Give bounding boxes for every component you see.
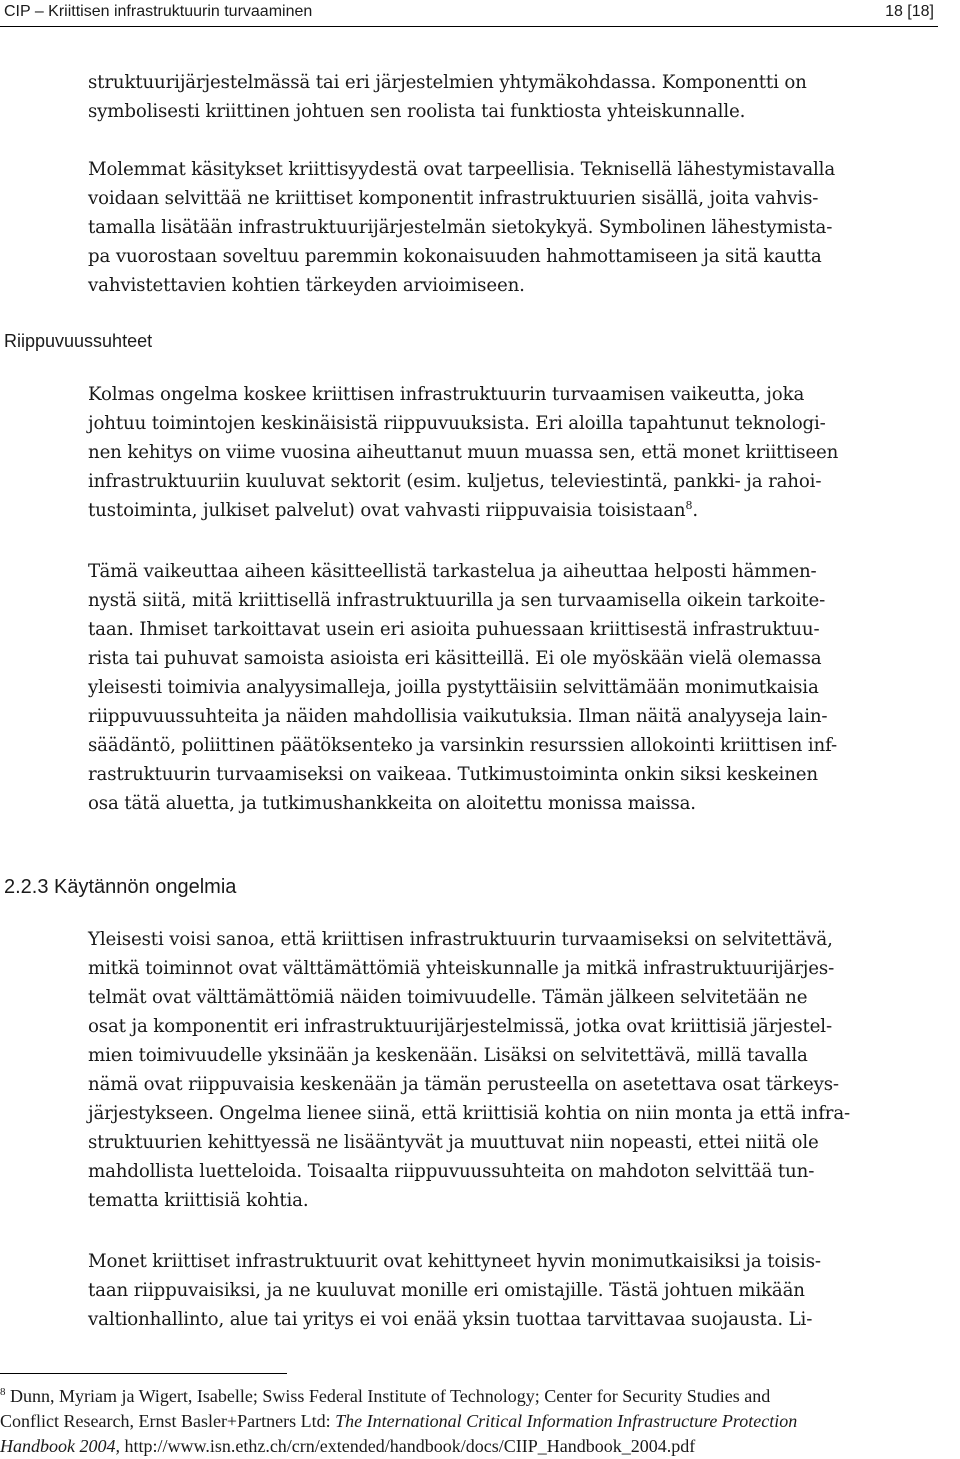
page-header xyxy=(0,0,938,27)
footnote-divider xyxy=(0,1373,287,1374)
footnote-url: http://www.isn.ethz.ch/crn/extended/handbook/docs/CIIP_Handbook_2004.pdf xyxy=(120,1436,696,1456)
text-line: Molemmat käsitykset kriittisyydestä ovat tarpeellisia. Teknisellä lähestymistavalla xyxy=(88,159,836,180)
footnote-line xyxy=(0,1434,695,1459)
text-span: tustoiminta, julkiset palvelut) ovat vahvasti riippuvaisia toisistaan xyxy=(88,500,686,521)
text-span: Dunn, Myriam ja Wigert, Isabelle; Swiss Federal Institute of Technology; Center for Security Studies and xyxy=(5,1386,771,1406)
text-line: Yleisesti voisi sanoa, että kriittisen infrastruktuurin turvaamiseksi on selvitettävä, xyxy=(88,929,833,950)
text-line: struktuurien kehittyessä ne lisääntyvät ja muuttuvat niin nopeasti, ettei niitä ole xyxy=(88,1132,819,1153)
text-line: struktuurijärjestelmässä tai eri järjestelmien yhtymäkohdassa. Komponentti on xyxy=(88,72,807,93)
text-line: telmät ovat välttämättömiä näiden toimivuudelle. Tämän jälkeen selvitetään ne xyxy=(88,987,808,1008)
text-line: symbolisesti kriittinen johtuen sen roolista tai funktiosta yhteiskunnalle. xyxy=(88,101,746,122)
text-span: The International Critical Information Infrastructure Protection xyxy=(335,1411,798,1431)
text-line: nämä ovat riippuvaisia keskenään ja tämän perusteella on asetettava osat tärkeys- xyxy=(88,1074,839,1095)
text-line: rista tai puhuvat samoista asioista eri käsitteillä. Ei ole myöskään vielä olemassa xyxy=(88,648,822,669)
text-line: taan riippuvaisiksi, ja ne kuuluvat monille eri omistajille. Tästä johtuen mikään xyxy=(88,1280,805,1301)
text-line: Monet kriittiset infrastruktuurit ovat kehittyneet hyvin monimutkaisiksi ja toisis- xyxy=(88,1251,821,1272)
text-line: voidaan selvittää ne kriittiset komponentit infrastruktuurien sisällä, joita vahvis- xyxy=(88,188,819,209)
text-line: osa tätä aluetta, ja tutkimushankkeita on aloitettu monissa maissa. xyxy=(88,793,696,814)
text-line: mitkä toiminnot ovat välttämättömiä yhteiskunnalle ja mitkä infrastruktuurijärjes- xyxy=(88,958,835,979)
text-line: pa vuorostaan soveltuu paremmin kokonaisuuden hahmottamiseen ja sitä kautta xyxy=(88,246,822,267)
text-line: Tämä vaikeuttaa aiheen käsitteellistä tarkastelua ja aiheuttaa helposti hämmen- xyxy=(88,561,817,582)
text-line: taan. Ihmiset tarkoittavat usein eri asioita puhuessaan kriittisestä infrastruktuu- xyxy=(88,619,820,640)
text-line: tamalla lisätään infrastruktuurijärjestelmän sietokykyä. Symbolinen lähestymista- xyxy=(88,217,833,238)
text-line: nen kehitys on viime vuosina aiheuttanut muun muassa sen, että monet kriittiseen xyxy=(88,442,839,463)
side-heading: Riippuvuussuhteet xyxy=(4,331,153,351)
text-line: vahvistettavien kohtien tärkeyden arvioimiseen. xyxy=(88,275,525,296)
text-line: mahdollista luetteloida. Toisaalta riippuvuussuhteita on mahdoton selvittää tun- xyxy=(88,1161,815,1182)
footnote-ref: 8 xyxy=(685,498,693,512)
text-line xyxy=(88,496,698,525)
text-line: Kolmas ongelma koskee kriittisen infrastruktuurin turvaamisen vaikeutta, joka xyxy=(88,384,805,405)
text-line: säädäntö, poliittinen päätöksenteko ja varsinkin resurssien allokointi kriittisen inf- xyxy=(88,735,838,756)
text-line: infrastruktuuriin kuuluvat sektorit (esim. kuljetus, televiestintä, pankki- ja rahoi- xyxy=(88,471,822,492)
header-title: CIP – Kriittisen infrastruktuurin turvaaminen xyxy=(4,3,313,20)
text-line: tematta kriittisiä kohtia. xyxy=(88,1190,309,1211)
text-line: johtuu toimintojen keskinäisistä riippuvuuksista. Eri aloilla tapahtunut teknologi- xyxy=(88,413,826,434)
text-line: osat ja komponentit eri infrastruktuurijärjestelmissä, jotka ovat kriittisiä järjestel- xyxy=(88,1016,832,1037)
text-span: Conflict Research, Ernst Basler+Partners Ltd: xyxy=(0,1411,336,1431)
text-span: . xyxy=(692,500,698,521)
footnote-mark: 8 xyxy=(0,1386,6,1398)
text-line: rastruktuurin turvaamiseksi on vaikeaa. Tutkimustoiminta onkin siksi keskeinen xyxy=(88,764,818,785)
text-line: nystä siitä, mitä kriittisellä infrastruktuurilla ja sen turvaamisella oikein tarkoite- xyxy=(88,590,826,611)
text-line: valtionhallinto, alue tai yritys ei voi enää yksin tuottaa tarvittavaa suojausta. Li- xyxy=(88,1309,813,1330)
footnote-line xyxy=(0,1384,770,1409)
footnote-line xyxy=(0,1409,797,1434)
section-heading: 2.2.3 Käytännön ongelmia xyxy=(4,876,237,898)
text-span: Handbook 2004, xyxy=(0,1436,120,1456)
text-line: riippuvuussuhteita ja näiden mahdollisia vaikutuksia. Ilman näitä analyyseja lain- xyxy=(88,706,828,727)
text-line: järjestykseen. Ongelma lienee siinä, että kriittisiä kohtia on niin monta ja että infra- xyxy=(88,1103,851,1124)
page-number: 18 [18] xyxy=(885,3,934,20)
text-line: yleisesti toimivia analyysimalleja, joilla pystyttäisiin selvittämään monimutkaisia xyxy=(88,677,819,698)
text-line: mien toimivuudelle yksinään ja keskenään. Lisäksi on selvitettävä, millä tavalla xyxy=(88,1045,808,1066)
